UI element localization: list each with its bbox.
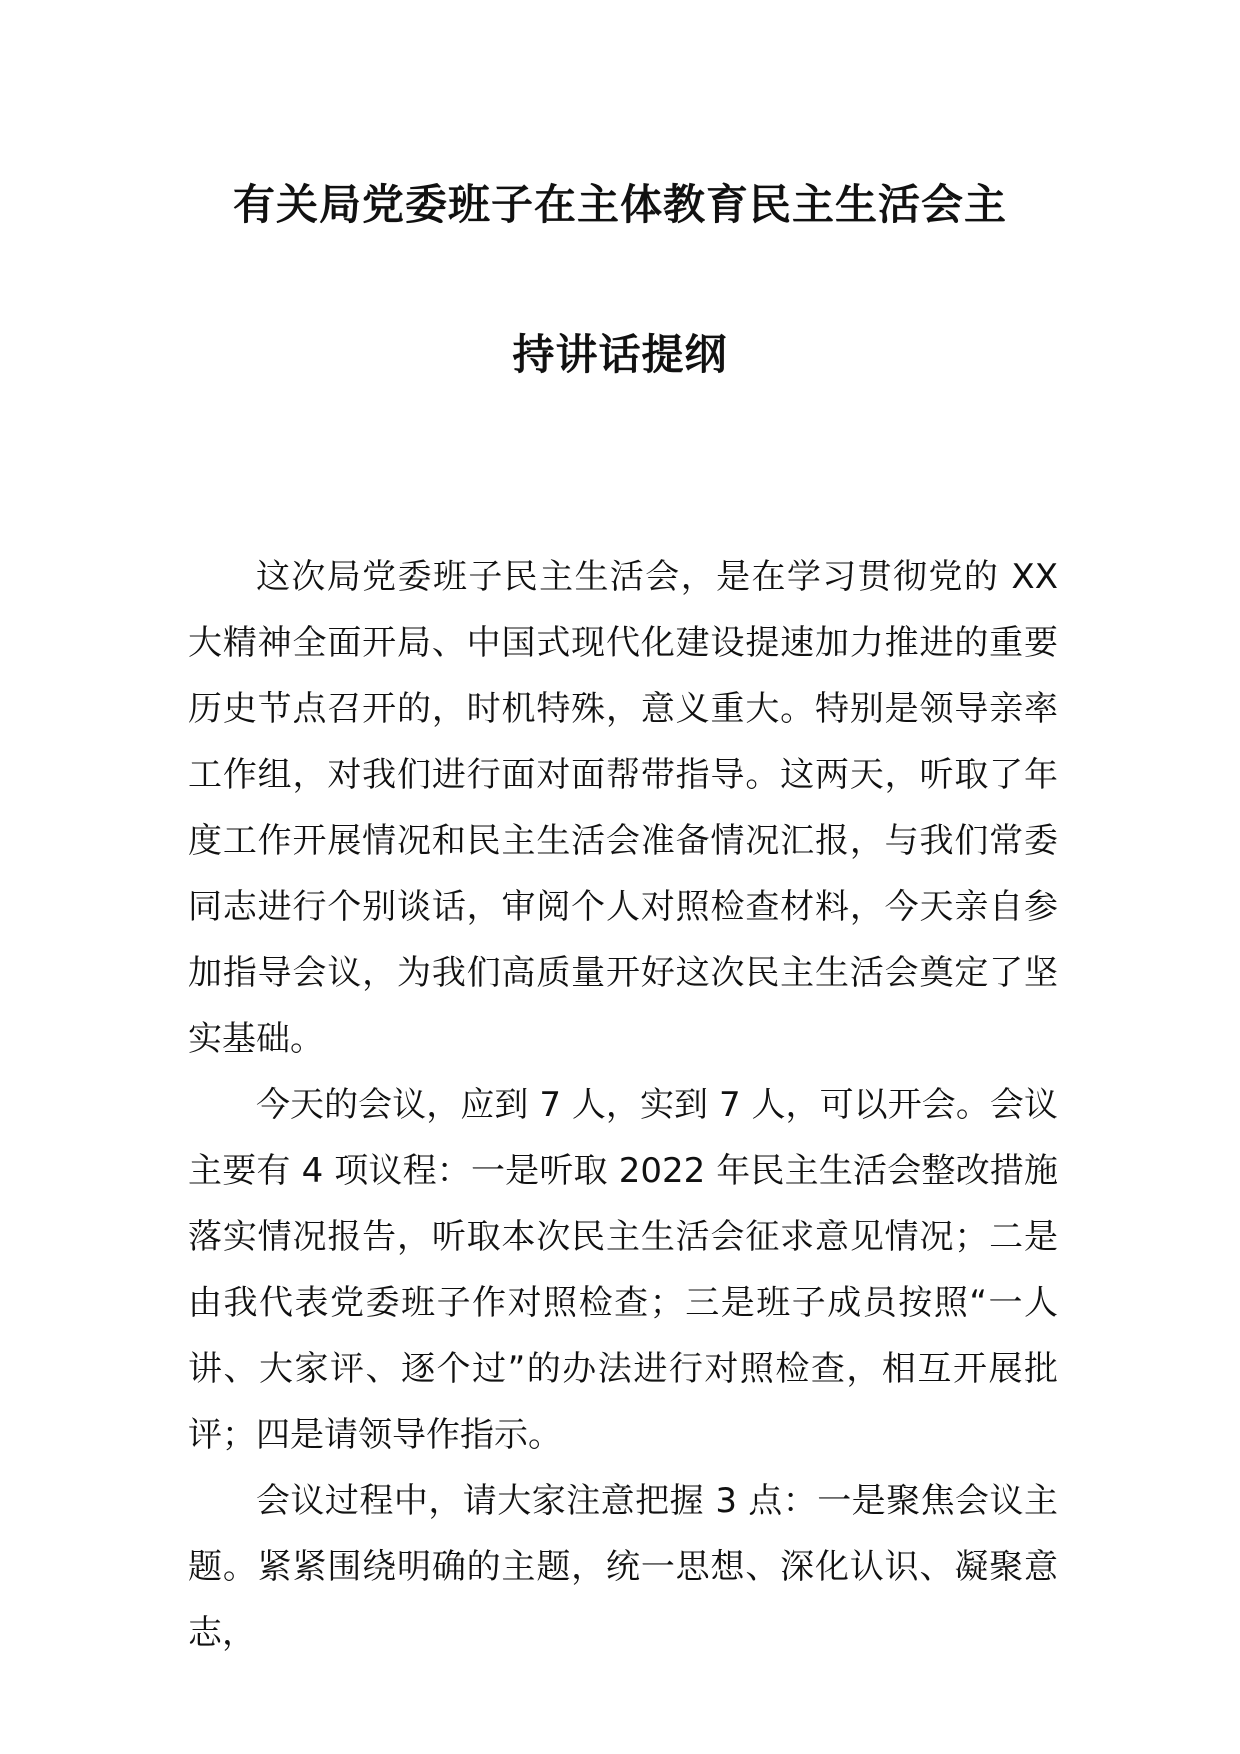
paragraph-requirements: 会议过程中，请大家注意把握 3 点：一是聚焦会议主题。紧紧围绕明确的主题，统一思想、深化认识、凝聚意志， <box>188 1481 1058 1653</box>
document-title <box>150 175 1090 385</box>
paragraph-agenda: 今天的会议，应到 7 人，实到 7 人，可以开会。会议主要有 4 项议程：一是听取 2022 年民主生活会整改措施落实情况报告，听取本次民主生活会征求意见情况；二是由我代表党委班子作对照检查；三是班子成员按照“一人讲、大家评、逐个过”的办法进行对照检查，相互开展批评；四是请领导作指示。 <box>188 1085 1058 1455</box>
document-body <box>188 544 1058 1666</box>
title-line-1: 有关局党委班子在主体教育民主生活会主 <box>232 180 1007 229</box>
paragraph-opening: 这次局党委班子民主生活会，是在学习贯彻党的 XX 大精神全面开局、中国式现代化建设提速加力推进的重要历史节点召开的，时机特殊，意义重大。特别是领导亲率工作组，对我们进行面对面帮带指导。这两天，听取了年度工作开展情况和民主生活会准备情况汇报，与我们常委同志进行个别谈话，审阅个人对照检查材料，今天亲自参加指导会议，为我们高质量开好这次民主生活会奠定了坚实基础。 <box>188 557 1058 1059</box>
title-line-2: 持讲话提纲 <box>512 330 728 379</box>
